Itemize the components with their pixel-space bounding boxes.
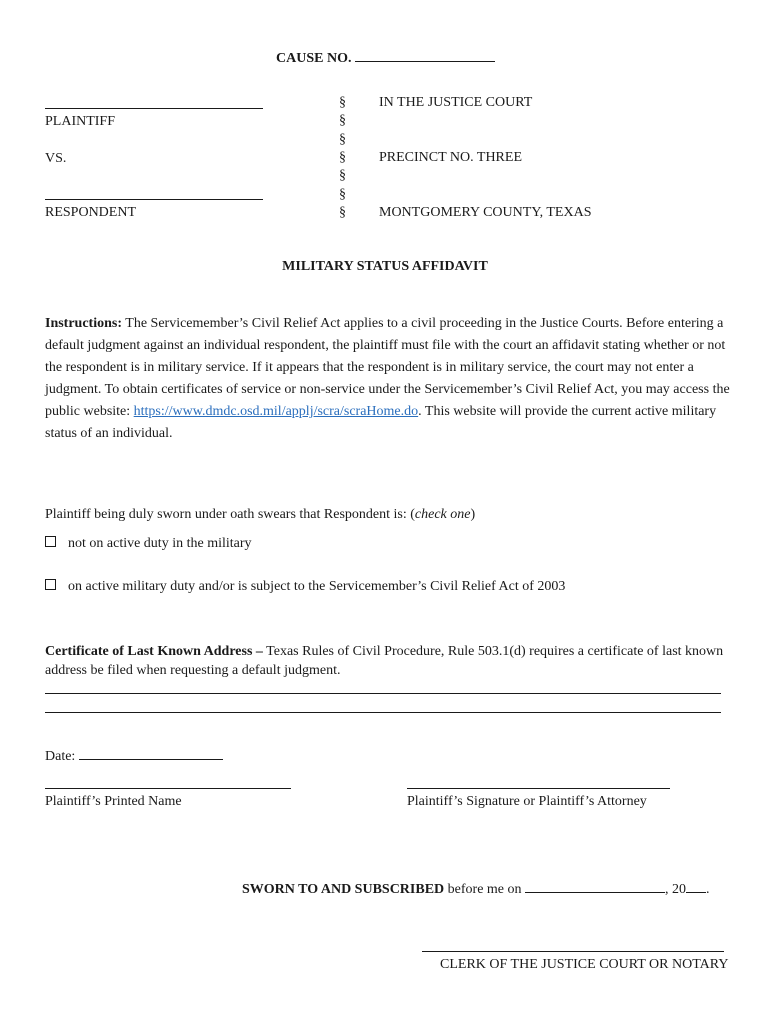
section-symbol: § (339, 205, 346, 220)
respondent-label: RESPONDENT (45, 205, 137, 220)
respondent-name-line[interactable] (45, 199, 263, 200)
option-not-active-duty[interactable] (45, 535, 252, 552)
plaintiff-name-line[interactable] (45, 108, 263, 109)
section-symbol: § (339, 187, 346, 202)
oath-close: ) (470, 507, 476, 522)
document-title: MILITARY STATUS AFFIDAVIT (282, 259, 488, 274)
oath-text: Plaintiff being duly sworn under oath swears that Respondent is: ( (45, 507, 415, 522)
section-symbol: § (339, 168, 346, 183)
vs-label: VS. (45, 151, 67, 166)
sworn-bold: SWORN TO AND SUBSCRIBED (242, 882, 445, 897)
signature-line[interactable] (407, 788, 670, 789)
printed-name-label: Plaintiff’s Printed Name (45, 794, 182, 809)
sworn-end: . (706, 882, 710, 897)
court-name: IN THE JUSTICE COURT (379, 95, 533, 110)
certificate-paragraph (45, 642, 735, 680)
address-line-1[interactable] (45, 693, 721, 694)
section-symbol: § (339, 150, 346, 165)
date-field[interactable] (79, 746, 223, 760)
section-symbol: § (339, 95, 346, 110)
section-symbol: § (339, 132, 346, 147)
oath-statement (45, 506, 475, 523)
sworn-date-field[interactable] (525, 879, 665, 893)
year-field[interactable] (686, 879, 706, 893)
instructions-text-after: . This website will provide the current active military status of an individual. (45, 404, 717, 441)
instructions-paragraph (45, 313, 735, 445)
cause-label: CAUSE NO. (276, 51, 352, 66)
precinct: PRECINCT NO. THREE (379, 150, 522, 165)
checkbox-active-duty[interactable] (45, 579, 56, 590)
cause-number (276, 48, 495, 67)
address-line-2[interactable] (45, 712, 721, 713)
certificate-label: Certificate of Last Known Address – (45, 644, 263, 659)
year-prefix: , 20 (665, 882, 687, 897)
date-field-row (45, 746, 223, 765)
date-label: Date: (45, 749, 76, 764)
certificate-text: Texas Rules of Civil Procedure, Rule 503.1(d) requires a certificate of last known address be filed when requesting a default judgment. (45, 644, 724, 678)
option1-label: not on active duty in the military (68, 536, 252, 551)
option2-label: on active military duty and/or is subject to the Servicemember’s Civil Relief Act of 2003 (68, 579, 566, 594)
sworn-statement (242, 879, 710, 898)
plaintiff-label: PLAINTIFF (45, 114, 116, 129)
clerk-signature-line[interactable] (422, 951, 724, 952)
instructions-label: Instructions: (45, 316, 123, 331)
section-symbol: § (339, 113, 346, 128)
check-one-hint: check one (414, 507, 471, 522)
clerk-label: CLERK OF THE JUSTICE COURT OR NOTARY (440, 957, 729, 972)
checkbox-not-active-duty[interactable] (45, 536, 56, 547)
scra-website-link[interactable]: https://www.dmdc.osd.mil/applj/scra/scraHome.do (133, 404, 419, 419)
option-active-duty[interactable] (45, 578, 565, 595)
sworn-text: before me on (444, 882, 526, 897)
county: MONTGOMERY COUNTY, TEXAS (379, 205, 592, 220)
signature-label: Plaintiff’s Signature or Plaintiff’s Attorney (407, 794, 647, 809)
cause-number-field[interactable] (355, 48, 495, 62)
printed-name-line[interactable] (45, 788, 291, 789)
instructions-text: The Servicemember’s Civil Relief Act applies to a civil proceeding in the Justice Courts. Before entering a default judgment against an individual respondent, the plaintiff must file with the court an affidavit stating whether or not the respondent is in military service. If it appears that the respondent is in military service, the court may not enter a judgment. To obtain certificates of service or non-service under the Servicemember’s Civil Relief Act, you may access the public website: (45, 316, 730, 419)
